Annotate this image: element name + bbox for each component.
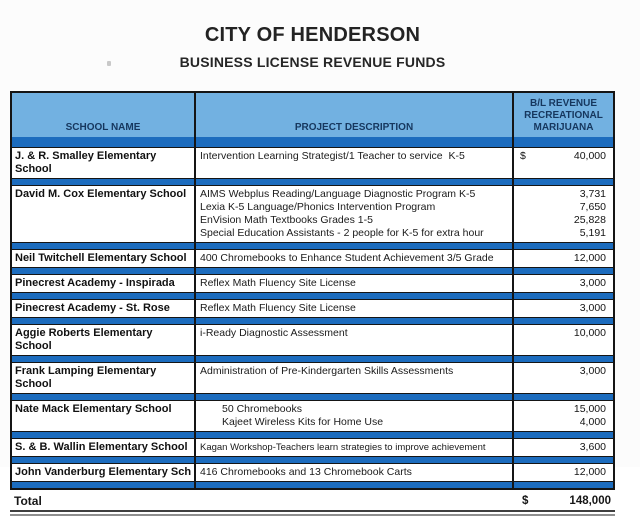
- project-description: Reflex Math Fluency Site License: [200, 277, 356, 289]
- amount-cell: [514, 186, 613, 242]
- amount-value: 5,191: [579, 227, 606, 239]
- page-title: CITY OF HENDERSON: [204, 24, 421, 46]
- amount-value: 12,000: [573, 252, 606, 264]
- project-description: Reflex Math Fluency Site License: [200, 302, 356, 314]
- table-row: [12, 148, 613, 178]
- project-description: Kagan Workshop-Teachers learn strategies to improve achievement: [200, 442, 486, 453]
- amount-cell: [514, 439, 613, 456]
- row-separator-band: [12, 178, 613, 186]
- amount-cell: [514, 325, 613, 355]
- amount-value: 10,000: [573, 327, 606, 339]
- school-name-cell: Pinecrest Academy - St. Rose: [12, 300, 196, 317]
- school-name-cell: Aggie Roberts Elementary School: [12, 325, 196, 355]
- row-separator-band: [12, 292, 613, 300]
- row-separator-band: [12, 431, 613, 439]
- amount-cell: [514, 401, 613, 431]
- project-description: 50 Chromebooks: [222, 403, 302, 415]
- project-description-cell: [196, 439, 514, 456]
- project-description-cell: [196, 363, 514, 393]
- amount-value: 40,000: [573, 150, 606, 162]
- project-description: Administration of Pre-Kindergarten Skills Assessments: [200, 365, 454, 377]
- row-separator-band: [12, 317, 613, 325]
- table-row: [12, 275, 613, 292]
- column-header-revenue: [514, 93, 613, 137]
- school-name-cell: J. & R. Smalley Elementary School: [12, 148, 196, 178]
- project-description-cell: [196, 186, 514, 242]
- currency-symbol: $: [520, 150, 526, 162]
- project-description-cell: [196, 250, 514, 267]
- school-name-cell: Frank Lamping Elementary School: [12, 363, 196, 393]
- table-header-row: [12, 93, 613, 137]
- amount-value: 3,000: [579, 302, 606, 314]
- table-row: [12, 300, 613, 317]
- revenue-header-line: B/L REVENUE: [529, 98, 598, 109]
- row-separator-band: [12, 355, 613, 363]
- project-description: i-Ready Diagnostic Assessment: [200, 327, 348, 339]
- row-separator-band: [12, 393, 613, 401]
- table-row: [12, 439, 613, 456]
- project-description: Lexia K-5 Language/Phonics Intervention Program: [200, 201, 436, 213]
- table-row: [12, 401, 613, 431]
- revenue-table-section: [10, 91, 615, 516]
- project-description: AIMS Webplus Reading/Language Diagnostic Program K-5: [200, 188, 476, 200]
- document-header: [10, 24, 615, 70]
- amount-value: 25,828: [573, 214, 606, 226]
- amount-value: 3,731: [579, 188, 606, 200]
- project-description-cell: [196, 325, 514, 355]
- row-separator-band: [12, 267, 613, 275]
- column-header-school-name: SCHOOL NAME: [12, 93, 196, 137]
- total-double-underline: [10, 510, 615, 516]
- header-separator-band: [12, 137, 613, 148]
- amount-value: 3,600: [579, 441, 606, 453]
- project-description-cell: [196, 464, 514, 481]
- revenue-header-line: RECREATIONAL: [524, 110, 603, 121]
- project-description: Intervention Learning Strategist/1 Teacher to service K-5: [200, 150, 465, 162]
- total-row: [10, 490, 615, 508]
- project-description-cell: [196, 300, 514, 317]
- row-separator-band: [12, 456, 613, 464]
- amount-cell: [514, 363, 613, 393]
- school-name-cell: S. & B. Wallin Elementary School: [12, 439, 196, 456]
- amount-value: 3,000: [579, 277, 606, 289]
- total-label: Total: [14, 493, 42, 508]
- project-description: 400 Chromebooks to Enhance Student Achievement 3/5 Grade: [200, 252, 494, 264]
- table-row: [12, 325, 613, 355]
- amount-cell: [514, 464, 613, 481]
- amount-cell: [514, 148, 613, 178]
- project-description-cell: [196, 148, 514, 178]
- page-subtitle: BUSINESS LICENSE REVENUE FUNDS: [179, 54, 446, 70]
- amount-value: 15,000: [573, 403, 606, 415]
- project-description-cell: [196, 401, 514, 431]
- table-row: [12, 250, 613, 267]
- project-description: EnVision Math Textbooks Grades 1-5: [200, 214, 373, 226]
- amount-cell: [514, 275, 613, 292]
- table-row: [12, 186, 613, 242]
- amount-value: 7,650: [579, 201, 606, 213]
- amount-value: 12,000: [573, 466, 606, 478]
- project-description-cell: [196, 275, 514, 292]
- table-row: [12, 363, 613, 393]
- table-row: [12, 464, 613, 481]
- revenue-header-line: MARIJUANA: [533, 122, 594, 133]
- amount-cell: [514, 250, 613, 267]
- project-description: Kajeet Wireless Kits for Home Use: [222, 416, 384, 428]
- revenue-table: [10, 91, 615, 490]
- amount-cell: [514, 300, 613, 317]
- amount-value: 4,000: [579, 416, 606, 428]
- school-name-cell: Nate Mack Elementary School: [12, 401, 196, 431]
- school-name-cell: Pinecrest Academy - Inspirada: [12, 275, 196, 292]
- row-separator-band: [12, 481, 613, 488]
- school-name-cell: David M. Cox Elementary School: [12, 186, 196, 242]
- row-separator-band: [12, 242, 613, 250]
- school-name-cell: Neil Twitchell Elementary School: [12, 250, 196, 267]
- column-header-project-description: PROJECT DESCRIPTION: [196, 93, 514, 137]
- amount-value: 3,000: [579, 365, 606, 377]
- total-currency-symbol: $: [522, 494, 529, 507]
- project-description: 416 Chromebooks and 13 Chromebook Carts: [200, 466, 412, 478]
- total-amount-cell: [512, 495, 615, 507]
- project-description: Special Education Assistants - 2 people for K-5 for extra hour: [200, 227, 484, 239]
- total-amount-value: 148,000: [569, 494, 611, 507]
- school-name-cell: John Vanderburg Elementary Sch: [12, 464, 196, 481]
